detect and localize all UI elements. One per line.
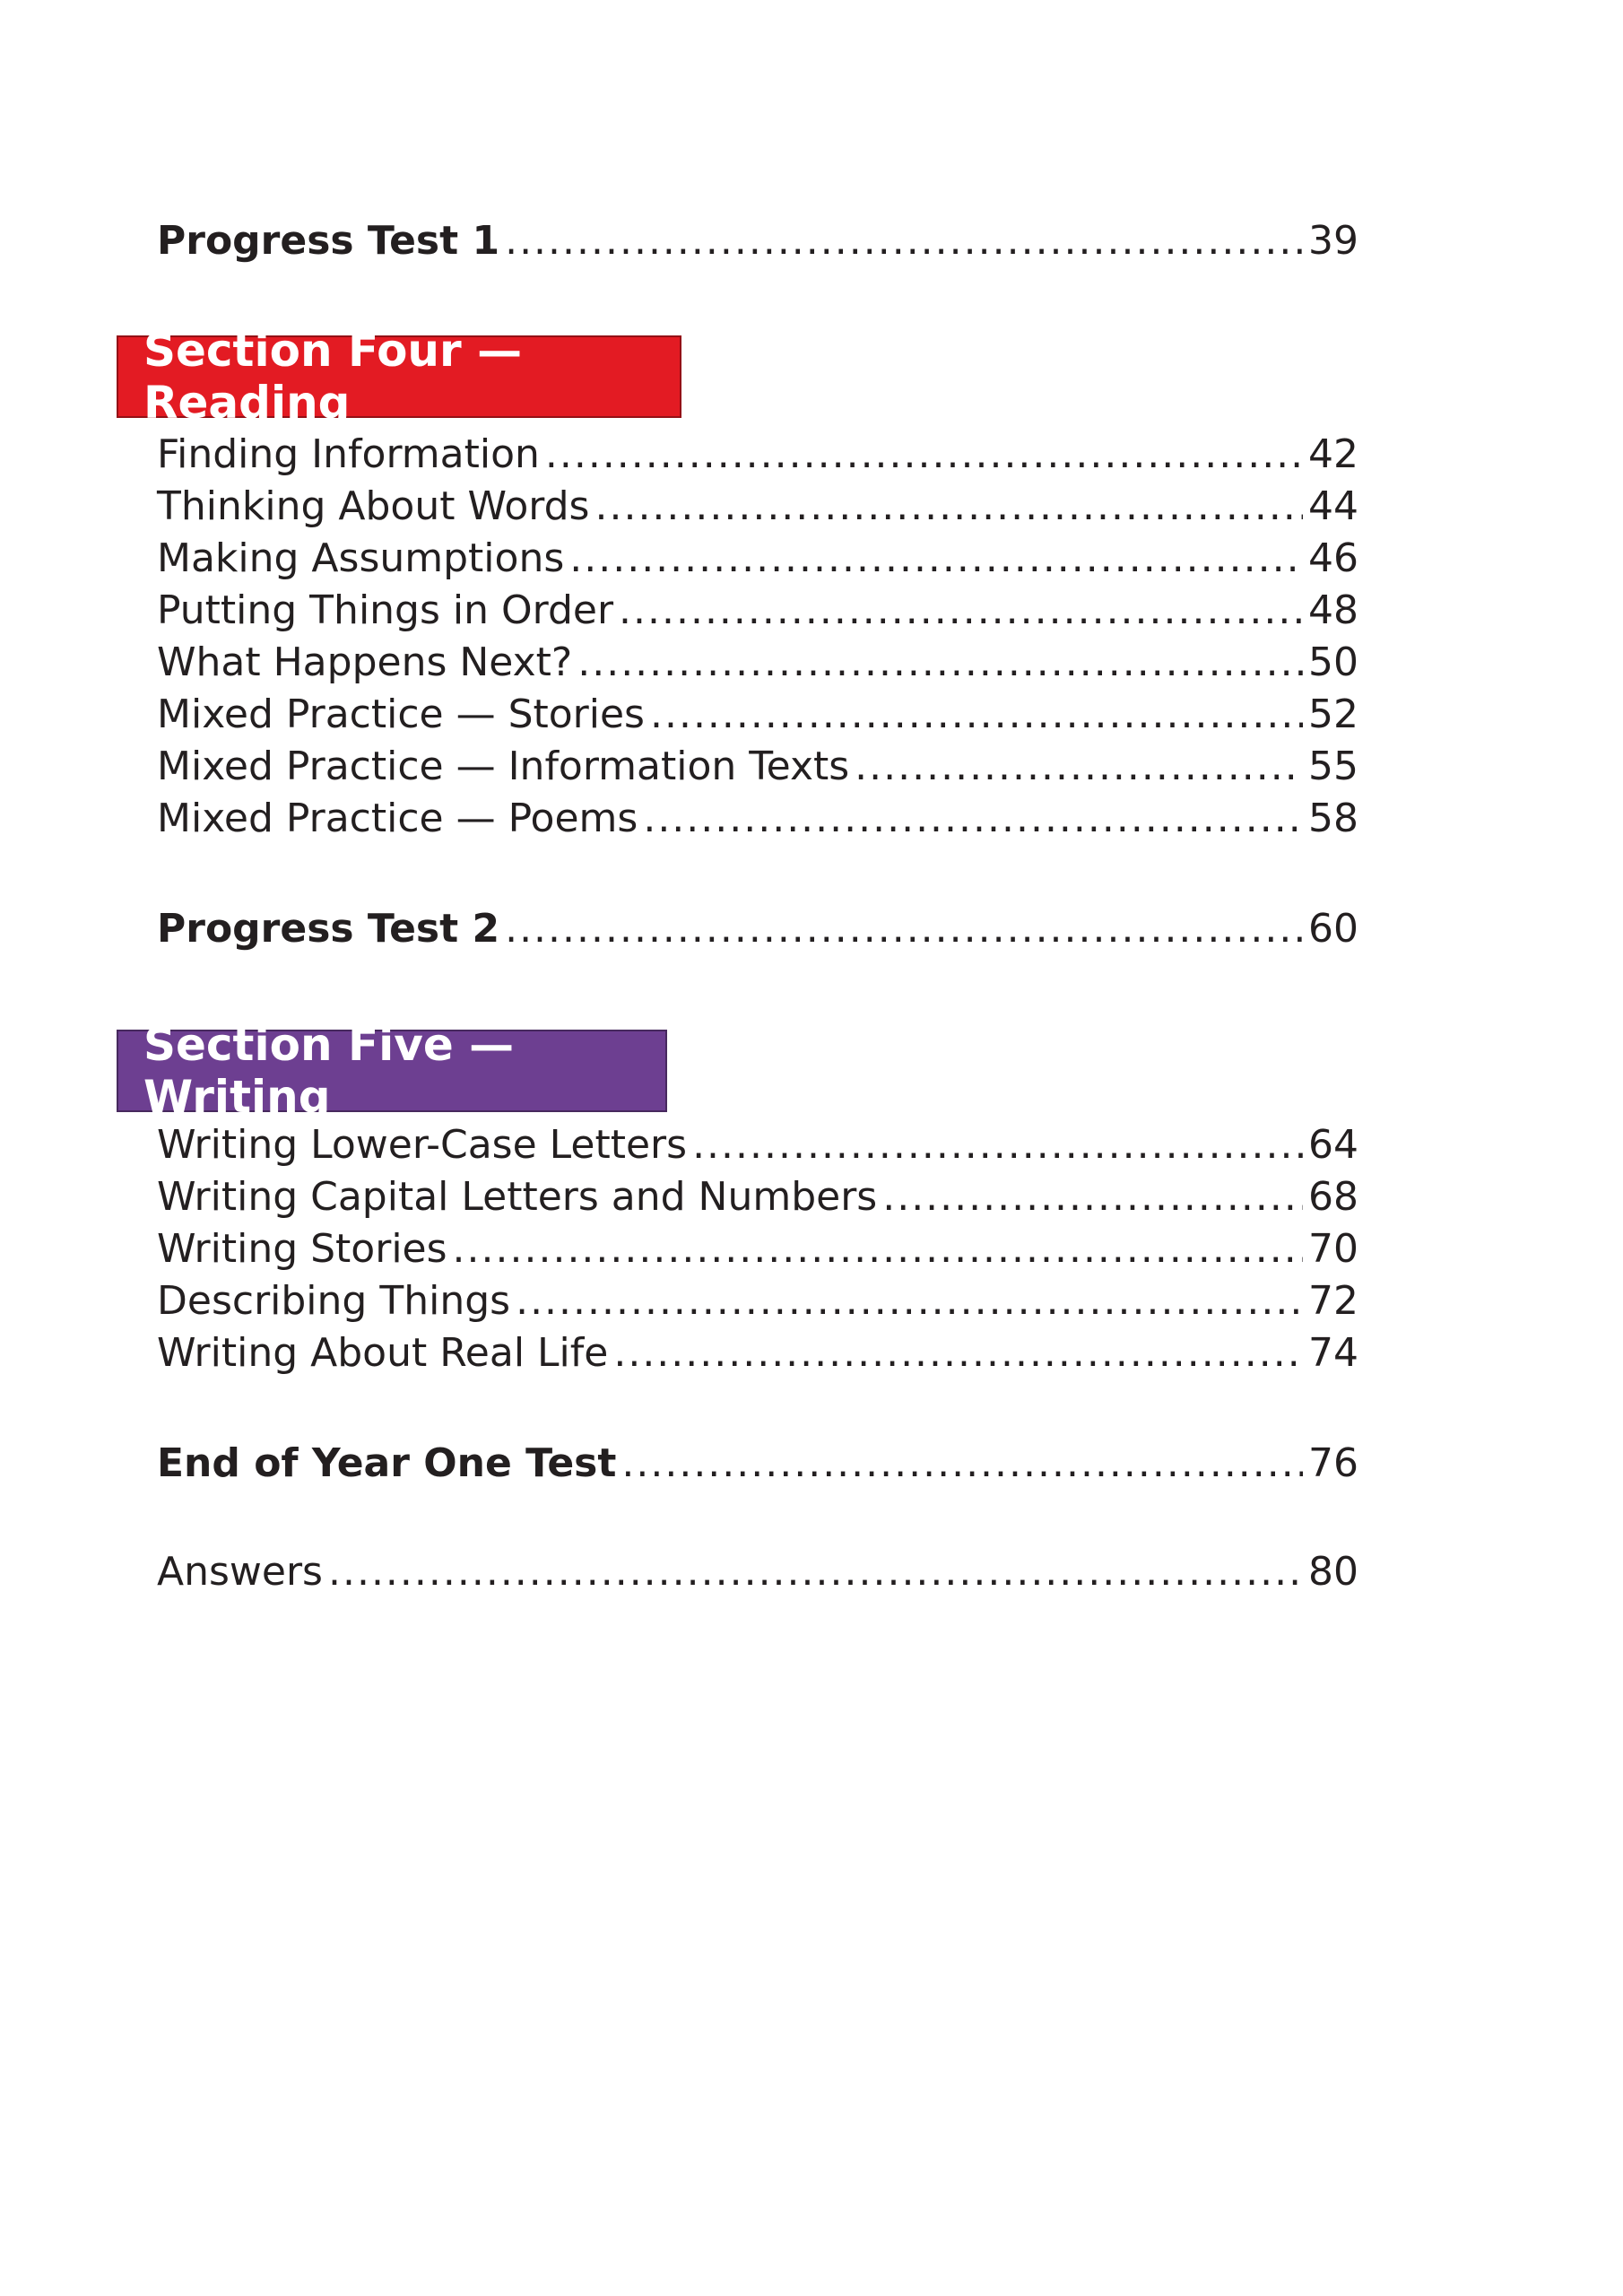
dot-leader <box>692 1119 1303 1171</box>
toc-entry[interactable] <box>157 741 1358 793</box>
toc-entry-title: Answers <box>157 1549 323 1595</box>
toc-entry-title: Progress Test 2 <box>157 906 500 952</box>
toc-entry-page: 46 <box>1308 535 1358 581</box>
toc-entry-page: 42 <box>1308 431 1358 477</box>
toc-entry-page: 44 <box>1308 483 1358 529</box>
dot-leader <box>328 1546 1303 1598</box>
toc-entry[interactable] <box>157 1223 1358 1275</box>
toc-entry-page: 50 <box>1308 639 1358 685</box>
toc-entry-title: Mixed Practice — Stories <box>157 691 645 737</box>
dot-leader <box>650 689 1303 741</box>
section-five-heading <box>117 1019 667 1123</box>
toc-entry-title: Mixed Practice — Information Texts <box>157 744 850 789</box>
toc-entry-title: Mixed Practice — Poems <box>157 796 638 841</box>
toc-entry-title: Writing Capital Letters and Numbers <box>157 1174 878 1220</box>
toc-entry-page: 64 <box>1308 1122 1358 1168</box>
toc-entry-title: What Happens Next? <box>157 639 573 685</box>
dot-leader <box>855 741 1303 793</box>
toc-entry-page: 48 <box>1308 587 1358 633</box>
dot-leader <box>545 429 1303 481</box>
toc-entry-progress-test-1[interactable] <box>157 215 1358 267</box>
toc-entry-page: 72 <box>1308 1278 1358 1324</box>
dot-leader <box>505 215 1303 267</box>
toc-entry-page: 58 <box>1308 796 1358 841</box>
toc-entry[interactable] <box>157 585 1358 637</box>
toc-entry[interactable] <box>157 481 1358 533</box>
toc-entry-title: Thinking About Words <box>157 483 590 529</box>
toc-entry-title: Describing Things <box>157 1278 511 1324</box>
toc-entry-page: 80 <box>1308 1549 1358 1595</box>
toc-entry-title: Putting Things in Order <box>157 587 614 633</box>
section-four-heading <box>117 325 681 429</box>
toc-entry[interactable] <box>157 793 1358 845</box>
toc-entry-title: Finding Information <box>157 431 540 477</box>
dot-leader <box>516 1275 1303 1327</box>
toc-entry-page: 55 <box>1308 744 1358 789</box>
toc-entry-page: 70 <box>1308 1226 1358 1272</box>
toc-entry-page: 52 <box>1308 691 1358 737</box>
toc-entry-progress-test-2[interactable] <box>157 903 1358 955</box>
toc-entry[interactable] <box>157 533 1358 585</box>
toc-entry-end-of-year-test[interactable] <box>157 1438 1358 1490</box>
toc-entry[interactable] <box>157 689 1358 741</box>
section-heading-text: Section Four — Reading <box>143 325 523 429</box>
section-heading-text: Section Five — Writing <box>143 1019 515 1123</box>
dot-leader <box>882 1171 1303 1223</box>
toc-entry[interactable] <box>157 1171 1358 1223</box>
toc-entry[interactable] <box>157 429 1358 481</box>
toc-entry[interactable] <box>157 1119 1358 1171</box>
dot-leader <box>569 533 1303 585</box>
toc-entry-answers[interactable] <box>157 1546 1358 1598</box>
toc-entry-title: Writing About Real Life <box>157 1330 609 1376</box>
toc-entry-title: Making Assumptions <box>157 535 565 581</box>
dot-leader <box>613 1327 1303 1379</box>
dot-leader <box>643 793 1303 845</box>
toc-entry-page: 39 <box>1308 218 1358 264</box>
toc-entry[interactable] <box>157 1327 1358 1379</box>
dot-leader <box>505 903 1303 955</box>
toc-entry-title: Writing Lower-Case Letters <box>157 1122 688 1168</box>
toc-entry[interactable] <box>157 1275 1358 1327</box>
dot-leader <box>595 481 1303 533</box>
toc-entry-title: End of Year One Test <box>157 1440 617 1486</box>
dot-leader <box>577 637 1303 689</box>
toc-entry-page: 60 <box>1308 906 1358 952</box>
toc-entry[interactable] <box>157 637 1358 689</box>
toc-entry-title: Writing Stories <box>157 1226 447 1272</box>
dot-leader <box>453 1223 1303 1275</box>
toc-entry-page: 68 <box>1308 1174 1358 1220</box>
toc-entry-title: Progress Test 1 <box>157 218 500 264</box>
toc-entry-page: 76 <box>1308 1440 1358 1486</box>
dot-leader <box>621 1438 1303 1490</box>
dot-leader <box>619 585 1303 637</box>
toc-entry-page: 74 <box>1308 1330 1358 1376</box>
